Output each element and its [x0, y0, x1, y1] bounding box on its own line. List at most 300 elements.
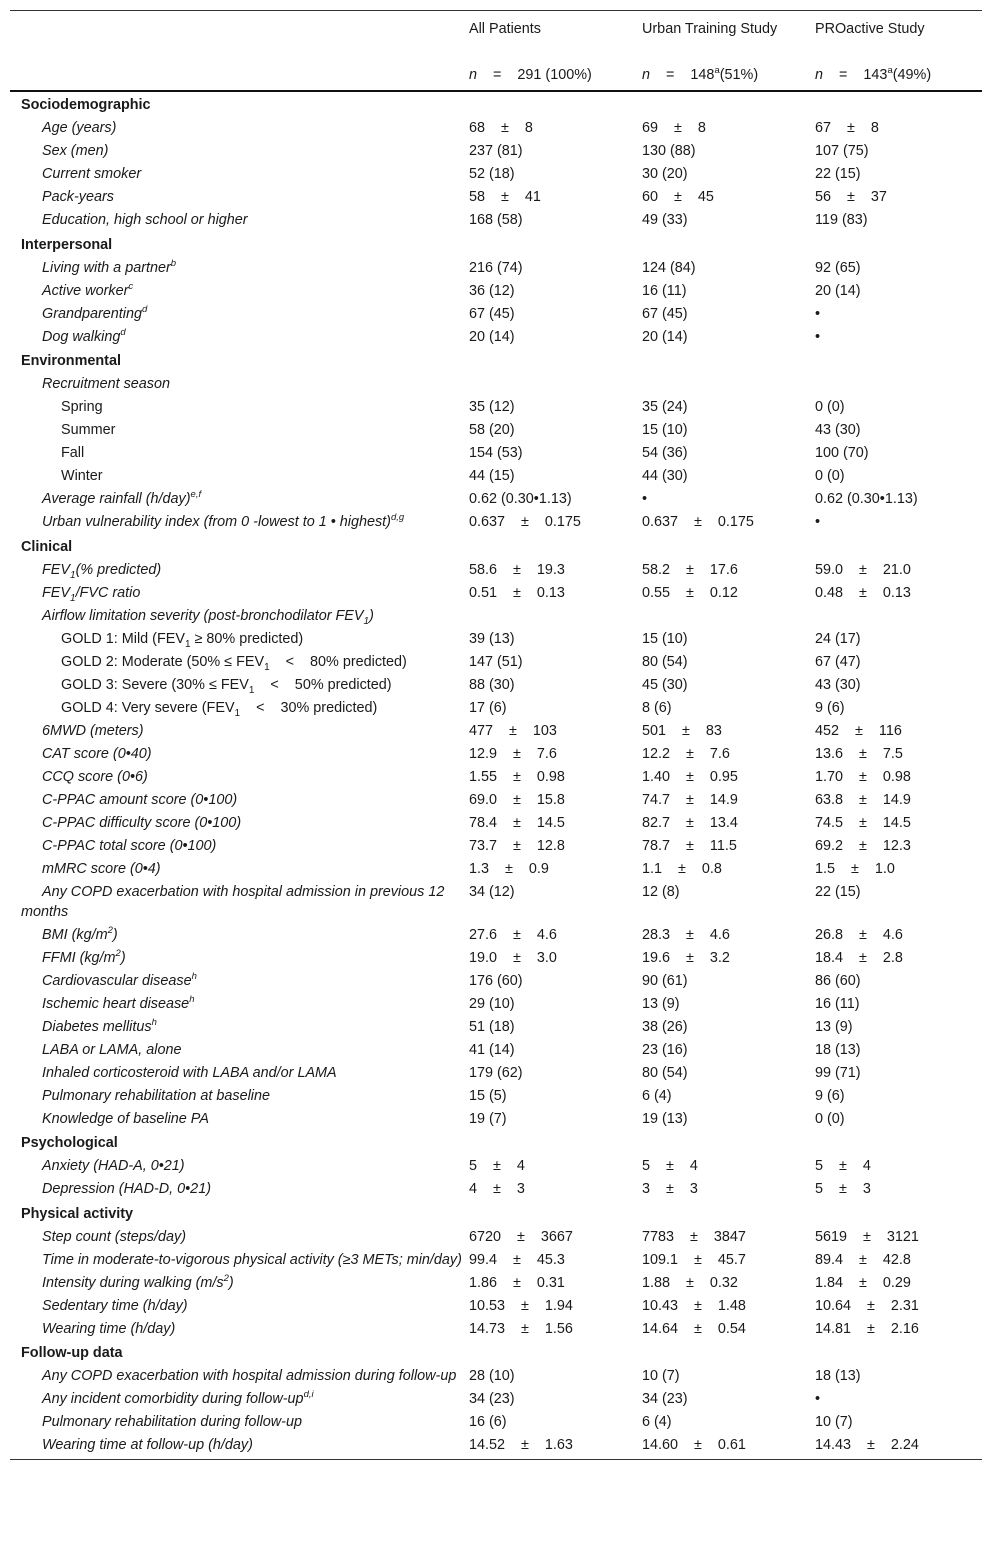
value-all-patients: 4 ± 3 [469, 1181, 525, 1197]
label-superscript: d [142, 303, 148, 315]
value-urban-training: 30 (20) [642, 166, 688, 182]
value-urban-training: 0.55 ± 0.12 [642, 584, 738, 601]
value-urban-training: 6 (4) [642, 1414, 672, 1430]
table-row [10, 946, 982, 969]
value-urban-training: 14.64 ± 0.54 [642, 1320, 746, 1337]
label-text: Urban vulnerability index (from 0 -lowest to 1 • highest) [42, 514, 391, 530]
label-superscript: 2 [107, 924, 113, 936]
value-urban-training: 109.1 ± 45.7 [642, 1251, 746, 1268]
table-row [10, 1365, 982, 1388]
row-label [10, 673, 469, 696]
row-label [10, 627, 469, 650]
value-all-patients: 477 ± 103 [469, 722, 557, 739]
row-label [10, 788, 469, 811]
table-row [10, 1038, 982, 1061]
label-superscript: d,g [390, 512, 405, 524]
value-urban-training: 130 (88) [642, 143, 696, 159]
label-tail: < 50% predicted) [254, 676, 392, 693]
value-proactive: 56 ± 37 [815, 189, 887, 205]
row-label [10, 857, 469, 880]
table-row [10, 1248, 982, 1271]
label-text: GOLD 3: Severe (30% ≤ FEV [61, 676, 249, 693]
n-all-patients [469, 65, 642, 91]
label-text: Spring [61, 399, 103, 415]
label-tail: ) [228, 1274, 234, 1291]
value-all-patients: 19.0 ± 3.0 [469, 949, 557, 966]
row-label [10, 186, 469, 209]
label-superscript: h [151, 1016, 157, 1028]
row-label [10, 558, 469, 581]
table-row [10, 719, 982, 742]
row-label [10, 1388, 469, 1411]
value-urban-training [642, 373, 815, 396]
row-label [10, 1317, 469, 1340]
value-urban-training: 0.637 ± 0.175 [642, 514, 754, 530]
value-proactive: 16 (11) [815, 995, 860, 1012]
value-urban-training: 78.7 ± 11.5 [642, 837, 737, 854]
row-label [10, 1225, 469, 1248]
value-all-patients: 147 (51) [469, 653, 523, 670]
value-urban-training: 58.2 ± 17.6 [642, 561, 738, 578]
value-urban-training: 34 (23) [642, 1391, 688, 1407]
value-proactive: • [815, 1391, 821, 1407]
table-row [10, 256, 982, 279]
label-subscript: 1 [184, 638, 191, 650]
section-heading [10, 1130, 982, 1155]
value-proactive: 119 (83) [815, 212, 868, 228]
value-proactive: 14.81 ± 2.16 [815, 1320, 919, 1337]
value-proactive: 5 ± 4 [815, 1158, 871, 1174]
label-text: Education, high school or higher [42, 212, 248, 228]
section-row [10, 1130, 982, 1155]
value-all-patients: 16 (6) [469, 1414, 507, 1430]
row-label [10, 719, 469, 742]
value-urban-training: 19.6 ± 3.2 [642, 949, 730, 966]
value-proactive: 20 (14) [815, 282, 861, 299]
table-row [10, 742, 982, 765]
value-proactive: 1.84 ± 0.29 [815, 1274, 911, 1291]
value-all-patients: 6720 ± 3667 [469, 1228, 573, 1245]
value-all-patients: 19 (7) [469, 1110, 507, 1127]
value-urban-training: 12.2 ± 7.6 [642, 745, 730, 762]
value-urban-training: 13 (9) [642, 995, 680, 1012]
value-proactive: 26.8 ± 4.6 [815, 926, 903, 943]
label-text: GOLD 1: Mild (FEV [61, 630, 185, 647]
table-row [10, 1388, 982, 1411]
n-row-empty-cell [10, 65, 469, 91]
section-row [10, 232, 982, 257]
value-urban-training: 74.7 ± 14.9 [642, 791, 738, 808]
value-all-patients: 5 ± 4 [469, 1158, 525, 1174]
value-all-patients: 67 (45) [469, 305, 515, 322]
label-subscript: 1 [363, 615, 370, 627]
table-row [10, 209, 982, 232]
label-text: Time in moderate-to-vigorous physical activity (≥3 METs; min/day) [42, 1251, 462, 1268]
value-urban-training: 7783 ± 3847 [642, 1228, 746, 1245]
value-urban-training: 49 (33) [642, 212, 688, 228]
value-all-patients: 34 (23) [469, 1391, 515, 1407]
label-text: Anxiety (HAD-A, 0•21) [42, 1158, 185, 1174]
value-proactive: 74.5 ± 14.5 [815, 814, 911, 831]
value-all-patients: 27.6 ± 4.6 [469, 926, 557, 943]
label-text: Any incident comorbidity during follow-up [42, 1391, 304, 1407]
label-text: GOLD 2: Moderate (50% ≤ FEV [61, 653, 265, 670]
table-row [10, 969, 982, 992]
value-all-patients: 29 (10) [469, 995, 515, 1012]
n-proactive [815, 65, 982, 91]
value-proactive: 22 (15) [815, 883, 861, 900]
label-text: Winter [61, 468, 103, 484]
value-proactive: 63.8 ± 14.9 [815, 791, 911, 808]
value-urban-training: 35 (24) [642, 399, 688, 415]
n-urban-training [642, 65, 815, 91]
label-text: C-PPAC amount score (0•100) [42, 791, 238, 808]
label-text: Pulmonary rehabilitation at baseline [42, 1087, 270, 1104]
label-tail: ≥ 80% predicted) [190, 630, 304, 647]
value-proactive: 0 (0) [815, 1110, 845, 1127]
row-label [10, 1434, 469, 1460]
table-row [10, 511, 982, 534]
value-all-patients: 34 (12) [469, 883, 515, 900]
table-row [10, 488, 982, 511]
table-row [10, 419, 982, 442]
table-row [10, 465, 982, 488]
value-proactive: 5619 ± 3121 [815, 1228, 919, 1245]
row-label [10, 488, 469, 511]
label-tail: ) [120, 949, 126, 966]
value-proactive: 18 (13) [815, 1368, 861, 1384]
value-proactive: 10 (7) [815, 1414, 853, 1430]
n-footnote: a [887, 65, 893, 77]
table-row [10, 117, 982, 140]
value-all-patients: 168 (58) [469, 212, 523, 228]
value-proactive: 5 ± 3 [815, 1181, 871, 1197]
row-label [10, 1271, 469, 1294]
value-all-patients: 1.55 ± 0.98 [469, 768, 565, 785]
label-text: Fall [61, 445, 85, 461]
label-text: mMRC score (0•4) [42, 860, 161, 877]
row-label [10, 279, 469, 302]
value-all-patients: 51 (18) [469, 1018, 515, 1035]
label-text: Sedentary time (h/day) [42, 1297, 188, 1314]
table-row [10, 1084, 982, 1107]
row-label [10, 742, 469, 765]
row-label [10, 373, 469, 396]
value-proactive: 0.62 (0.30•1.13) [815, 491, 918, 507]
value-urban-training: 5 ± 4 [642, 1158, 698, 1174]
row-label [10, 765, 469, 788]
value-proactive: 59.0 ± 21.0 [815, 561, 911, 578]
value-proactive: 43 (30) [815, 422, 861, 438]
value-urban-training: 6 (4) [642, 1087, 672, 1104]
row-label [10, 1155, 469, 1178]
label-text: CAT score (0•40) [42, 745, 152, 762]
value-proactive: 67 ± 8 [815, 120, 879, 136]
row-label [10, 1015, 469, 1038]
value-all-patients: 58 (20) [469, 422, 515, 438]
value-urban-training: 14.60 ± 0.61 [642, 1434, 815, 1460]
value-urban-training: 15 (10) [642, 422, 688, 438]
row-label [10, 325, 469, 348]
label-text: Ischemic heart disease [42, 995, 190, 1012]
value-all-patients: 0.637 ± 0.175 [469, 514, 581, 530]
table-row [10, 923, 982, 946]
value-urban-training: 16 (11) [642, 282, 687, 299]
value-all-patients: 179 (62) [469, 1064, 523, 1081]
value-all-patients: 1.86 ± 0.31 [469, 1274, 565, 1291]
value-urban-training: 10.43 ± 1.48 [642, 1297, 746, 1314]
row-label [10, 581, 469, 604]
row-label [10, 396, 469, 419]
table-row [10, 788, 982, 811]
label-tail: < 80% predicted) [269, 653, 407, 670]
label-text: Grandparenting [42, 305, 143, 322]
n-footnote: a [714, 65, 720, 77]
value-urban-training: 1.88 ± 0.32 [642, 1274, 738, 1291]
value-proactive: 0.48 ± 0.13 [815, 584, 911, 601]
value-all-patients: 14.73 ± 1.56 [469, 1320, 573, 1337]
row-label [10, 209, 469, 232]
value-proactive: 9 (6) [815, 1087, 845, 1104]
value-all-patients: 1.3 ± 0.9 [469, 860, 549, 877]
table-row [10, 696, 982, 719]
value-proactive: 1.70 ± 0.98 [815, 768, 911, 785]
row-label [10, 163, 469, 186]
row-label [10, 880, 469, 923]
label-tail: /FVC ratio [75, 584, 141, 601]
row-label [10, 1294, 469, 1317]
label-text: Physical activity [21, 1205, 133, 1222]
table-row [10, 1178, 982, 1201]
label-text: C-PPAC total score (0•100) [42, 837, 217, 854]
value-proactive: 13.6 ± 7.5 [815, 745, 903, 762]
table-row [10, 581, 982, 604]
value-proactive: 43 (30) [815, 676, 861, 693]
section-heading [10, 1340, 982, 1365]
label-superscript: h [189, 993, 195, 1005]
label-superscript: b [170, 257, 177, 269]
label-text: Diabetes mellitus [42, 1018, 152, 1035]
value-all-patients: 0.62 (0.30•1.13) [469, 491, 572, 507]
label-text: Inhaled corticosteroid with LABA and/or LAMA [42, 1064, 337, 1081]
label-subscript: 1 [70, 569, 76, 581]
table-row [10, 1155, 982, 1178]
value-all-patients: 58.6 ± 19.3 [469, 561, 565, 578]
table-row [10, 1411, 982, 1434]
table-row [10, 279, 982, 302]
table-row [10, 992, 982, 1015]
label-superscript: 2 [115, 947, 121, 959]
label-text: Airflow limitation severity (post-bronchodilator FEV [42, 607, 364, 624]
value-proactive: 0 (0) [815, 399, 845, 415]
table-row [10, 650, 982, 673]
value-urban-training: 501 ± 83 [642, 722, 722, 739]
label-text: Cardiovascular disease [42, 972, 192, 989]
value-urban-training [642, 604, 815, 627]
table-row [10, 1317, 982, 1340]
label-text: FEV [42, 584, 70, 601]
label-subscript: 1 [264, 661, 270, 673]
value-all-patients: 216 (74) [469, 259, 523, 276]
table-row [10, 186, 982, 209]
value-urban-training: 8 (6) [642, 699, 672, 716]
label-text: CCQ score (0•6) [42, 768, 148, 785]
value-all-patients: 44 (15) [469, 468, 515, 484]
section-row [10, 1201, 982, 1226]
value-proactive: 99 (71) [815, 1064, 861, 1081]
table-row [10, 325, 982, 348]
table-row [10, 140, 982, 163]
value-all-patients: 176 (60) [469, 972, 523, 989]
section-heading [10, 1201, 982, 1226]
section-heading [10, 91, 982, 117]
table-header [10, 11, 982, 92]
value-all-patients [469, 604, 642, 627]
label-text: Pack-years [42, 189, 114, 205]
n-equals: = [666, 67, 675, 83]
label-superscript: d,i [303, 1389, 314, 1401]
row-label [10, 465, 469, 488]
value-all-patients: 12.9 ± 7.6 [469, 745, 557, 762]
table-row [10, 857, 982, 880]
table-row [10, 1294, 982, 1317]
value-proactive [815, 604, 982, 627]
value-proactive: 18 (13) [815, 1041, 861, 1058]
value-proactive: • [815, 305, 821, 322]
row-label [10, 834, 469, 857]
value-urban-training: 38 (26) [642, 1018, 688, 1035]
value-proactive: 0 (0) [815, 468, 845, 484]
value-urban-training: 1.1 ± 0.8 [642, 860, 722, 877]
label-text: Sociodemographic [21, 97, 151, 113]
table-row [10, 834, 982, 857]
patient-characteristics-table [10, 10, 982, 1460]
value-all-patients: 10.53 ± 1.94 [469, 1297, 573, 1314]
table-row [10, 765, 982, 788]
value-all-patients: 15 (5) [469, 1087, 507, 1104]
section-row [10, 534, 982, 559]
label-superscript: c [128, 280, 134, 292]
table-row [10, 811, 982, 834]
table-row [10, 373, 982, 396]
value-urban-training: 54 (36) [642, 445, 688, 461]
section-row [10, 91, 982, 117]
label-text: Step count (steps/day) [42, 1228, 186, 1245]
label-text: Psychological [21, 1135, 118, 1151]
col-header-all-patients: All Patients [469, 11, 642, 66]
table-container [10, 10, 982, 1460]
value-proactive: • [815, 328, 821, 345]
label-text: Depression (HAD-D, 0•21) [42, 1181, 211, 1197]
value-proactive: 86 (60) [815, 972, 861, 989]
label-text: Average rainfall (h/day) [42, 491, 191, 507]
label-text: Pulmonary rehabilitation during follow-up [42, 1414, 302, 1430]
value-proactive: 107 (75) [815, 143, 869, 159]
value-urban-training: 124 (84) [642, 259, 696, 276]
table-row [10, 1271, 982, 1294]
value-proactive: • [815, 514, 821, 530]
table-row [10, 673, 982, 696]
row-label [10, 696, 469, 719]
value-proactive: 452 ± 116 [815, 722, 902, 739]
n-symbol: n [469, 67, 478, 83]
value-all-patients: 52 (18) [469, 166, 515, 182]
value-all-patients: 20 (14) [469, 328, 515, 345]
label-text: Recruitment season [42, 376, 170, 392]
row-label [10, 1365, 469, 1388]
label-superscript: h [191, 970, 197, 982]
header-empty-cell [10, 11, 469, 66]
n-value: 148 [690, 67, 715, 83]
table-row [10, 1225, 982, 1248]
row-label [10, 1248, 469, 1271]
value-urban-training: 82.7 ± 13.4 [642, 814, 738, 831]
row-label [10, 117, 469, 140]
label-text: Interpersonal [21, 236, 113, 253]
label-text: Active worker [42, 282, 129, 299]
value-proactive: 67 (47) [815, 653, 861, 670]
label-text: Summer [61, 422, 116, 438]
label-text: Clinical [21, 538, 73, 555]
value-proactive: 9 (6) [815, 699, 845, 716]
row-label [10, 811, 469, 834]
section-row [10, 1340, 982, 1365]
row-label [10, 1107, 469, 1130]
label-subscript: 1 [248, 684, 255, 696]
label-tail: (% predicted) [75, 561, 162, 578]
value-urban-training: 80 (54) [642, 1064, 688, 1081]
value-urban-training: 45 (30) [642, 676, 688, 693]
value-urban-training: 28.3 ± 4.6 [642, 926, 730, 943]
value-urban-training: 80 (54) [642, 653, 688, 670]
value-proactive: 10.64 ± 2.31 [815, 1297, 919, 1314]
label-text: Environmental [21, 353, 121, 369]
label-text: Sex (men) [42, 143, 109, 159]
value-all-patients: 41 (14) [469, 1041, 515, 1058]
row-label [10, 1178, 469, 1201]
table-row [10, 1061, 982, 1084]
value-urban-training: 15 (10) [642, 630, 688, 647]
n-equals: = [493, 67, 502, 83]
value-all-patients: 68 ± 8 [469, 120, 533, 136]
row-label [10, 992, 469, 1015]
label-text: Dog walking [42, 328, 121, 345]
value-all-patients: 39 (13) [469, 630, 515, 647]
n-equals: = [839, 67, 848, 83]
label-tail: ) [112, 926, 118, 943]
label-subscript: 1 [70, 592, 76, 604]
table-row [10, 163, 982, 186]
label-subscript: 1 [234, 707, 241, 719]
value-proactive: 14.43 ± 2.24 [815, 1434, 982, 1460]
row-label [10, 442, 469, 465]
table-row [10, 302, 982, 325]
label-tail: ) [369, 607, 374, 624]
label-text: FEV [42, 561, 70, 578]
n-value: 143 [863, 67, 888, 83]
section-heading [10, 534, 982, 559]
label-text: Age (years) [42, 120, 117, 136]
row-label [10, 511, 469, 534]
section-heading [10, 348, 982, 373]
value-proactive: 89.4 ± 42.8 [815, 1251, 911, 1268]
label-text: Living with a partner [42, 259, 171, 276]
table-row [10, 604, 982, 627]
row-label [10, 969, 469, 992]
table-row [10, 396, 982, 419]
value-all-patients [469, 373, 642, 396]
table-body [10, 91, 982, 1460]
